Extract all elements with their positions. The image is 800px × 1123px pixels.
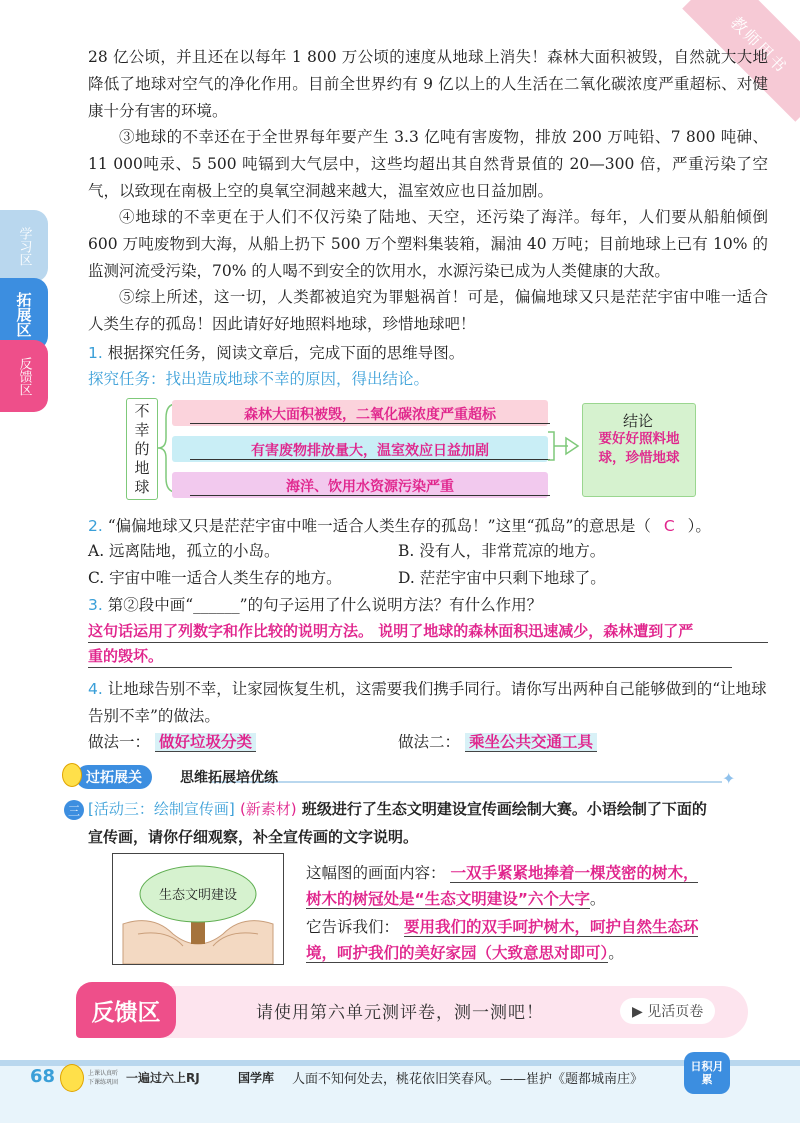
page-number: 68 bbox=[30, 1066, 56, 1087]
question-1-text: 根据探究任务，阅读文章后，完成下面的思维导图。 bbox=[107, 344, 465, 362]
footer-small-2: 下课练巩固 bbox=[88, 1079, 119, 1086]
activity-text-1: 班级进行了生态文明建设宣传画绘制大赛。小语绘制了下面的 bbox=[301, 800, 707, 818]
daily-accumulate-label: 日积月累 bbox=[690, 1060, 724, 1086]
poster-illustration bbox=[113, 854, 283, 964]
question-2-text-after: ）。 bbox=[687, 517, 711, 535]
question-4-method-2-label: 做法二： bbox=[398, 733, 461, 751]
question-2-option-b: B. 没有人，非常荒凉的地方。 bbox=[398, 542, 606, 560]
question-3-number: 3. bbox=[88, 596, 103, 614]
poster-content-label: 这幅图的画面内容： bbox=[306, 864, 446, 882]
poster-message-2 bbox=[306, 940, 726, 966]
feedback-title-badge bbox=[76, 982, 176, 1038]
question-4-method-1-answer: 做好垃圾分类 bbox=[155, 733, 256, 752]
section-title: 思维拓展培优练 bbox=[180, 770, 278, 786]
question-4-number: 4. bbox=[88, 680, 103, 698]
question-2-text-before: “偏偏地球又只是茫茫宇宙中唯一适合人类生存的孤岛！”这里“孤岛”的意思是（ bbox=[107, 517, 651, 535]
mindmap-left-char-2: 幸 bbox=[134, 420, 150, 439]
section-header bbox=[62, 763, 736, 789]
question-3-answer-line-2: 重的毁坏。 bbox=[88, 645, 732, 668]
section-divider bbox=[212, 781, 722, 783]
see-loose-leaf-label: ▶ 见活页卷 bbox=[632, 1004, 704, 1020]
mindmap-conclusion-title: 结论 bbox=[622, 412, 653, 430]
poster-content-answer-1: 一双手紧紧地捧着一棵茂密的树木， bbox=[450, 864, 699, 882]
poster-image bbox=[112, 853, 284, 965]
paragraph-4: ④地球的不幸更在于人们不仅污染了陆地、天空，还污染了海洋。每年，人们要从船舶倾倒 600 万吨废物到大海，从船上扔下 500 万个塑料集装箱，漏油 40 万吨；目前地球上已有 10% 的监测河流受污染，70% 的人喝不到安全的饮用水，水源污染已成为人类健康的大敌。 bbox=[88, 208, 768, 280]
feedback-text: 请使用第六单元测评卷，测一测吧！ bbox=[256, 1003, 544, 1023]
question-3 bbox=[88, 593, 542, 617]
paragraph-5: ⑤综上所述，这一切，人类都被追究为罪魁祸首！可是，偏偏地球又只是茫茫宇宙中唯一适合人类生存的孤岛！因此请好好地照料地球，珍惜地球吧！ bbox=[88, 288, 768, 333]
mindmap-left-char-4: 地 bbox=[134, 458, 150, 477]
question-2 bbox=[88, 514, 778, 538]
side-tab-study-label: 学习区 bbox=[16, 226, 32, 266]
paragraph-3: ③地球的不幸还在于全世界每年要产生 3.3 亿吨有害废物，排放 200 万吨铅、7 800 吨砷、11 000吨汞、5 500 吨镉到大气层中，这些均超出其自然背景值的 20—300 倍，严重污染了空气，以致现在南极上空的臭氧空洞越来越大，温室效应也日益加剧。 bbox=[88, 128, 768, 200]
poster-message bbox=[306, 914, 726, 940]
activity-text-2: 宣传画，请你仔细观察，补全宣传画的文字说明。 bbox=[88, 828, 419, 846]
question-2-number: 2. bbox=[88, 517, 103, 535]
activity-intro-1 bbox=[88, 797, 778, 821]
poster-content bbox=[306, 860, 726, 886]
mindmap-arrow bbox=[548, 426, 584, 466]
poster-content-2 bbox=[306, 886, 726, 912]
activity-tag-new: (新素材) bbox=[239, 800, 297, 818]
question-1 bbox=[88, 341, 464, 365]
mindmap-reason-2: 有害废物排放量大，温室效应日益加剧 bbox=[251, 443, 489, 459]
poster-content-period: 。 bbox=[589, 890, 606, 908]
question-3-text: 第②段中画“______”的句子运用了什么说明方法？有什么作用？ bbox=[107, 596, 543, 614]
poster-text: 生态文明建设 bbox=[158, 888, 237, 903]
corner-stamp-text: 教师用书 bbox=[727, 12, 792, 77]
feedback-title: 反馈区 bbox=[91, 999, 161, 1026]
mindmap-reason-3: 海洋、饮用水资源污染严重 bbox=[286, 479, 454, 495]
footer-small-1: 上课认真听 bbox=[88, 1070, 119, 1077]
side-tab-expand-label: 拓展区 bbox=[14, 291, 33, 337]
poster-content-answer-2: 树木的树冠处是“生态文明建设”六个大字 bbox=[306, 890, 590, 908]
section-badge bbox=[76, 765, 152, 789]
question-1-number: 1. bbox=[88, 344, 103, 362]
poster-message-period: 。 bbox=[608, 944, 624, 962]
paragraph-continued: 28 亿公顷，并且还在以每年 1 800 万公顷的速度从地球上消失！森林大面积被毁，自然就大大地降低了地球对空气的净化作用。目前全世界约有 9 亿以上的人生活在二氧化碳浓度严重超标、对健康十分有害的环境。 bbox=[88, 48, 768, 120]
footer-wave bbox=[0, 1060, 800, 1066]
question-4-method-1-label: 做法一： bbox=[88, 733, 151, 751]
mindmap-reason-1: 森林大面积被毁，二氧化碳浓度严重超标 bbox=[244, 407, 496, 423]
poster-message-label: 它告诉我们： bbox=[306, 918, 400, 936]
question-2-option-c: C. 宇宙中唯一适合人类生存的地方。 bbox=[88, 569, 342, 587]
question-2-option-a: A. 远离陆地，孤立的小岛。 bbox=[88, 542, 280, 560]
side-tab-feedback[interactable] bbox=[0, 340, 48, 412]
section-badge-label: 过拓展关 bbox=[86, 770, 142, 786]
footer-mascot-icon bbox=[60, 1064, 84, 1092]
side-tab-feedback-label: 反馈区 bbox=[16, 356, 32, 396]
question-2-answer: C bbox=[663, 517, 675, 535]
question-1-task: 探究任务：找出造成地球不幸的原因，得出结论。 bbox=[88, 370, 430, 388]
question-2-option-d: D. 茫茫宇宙中只剩下地球了。 bbox=[398, 569, 606, 587]
question-4-text: 让地球告别不幸，让家园恢复生机，这需要我们携手同行。请你写出两种自己能够做到的“让地球告别不幸”的做法。 bbox=[88, 680, 767, 725]
question-4 bbox=[88, 676, 768, 730]
activity-number-icon bbox=[64, 800, 84, 820]
mascot-icon bbox=[62, 763, 82, 787]
side-tab-study[interactable] bbox=[0, 210, 48, 282]
poster-message-answer-1: 要用我们的双手呵护树木，呵护自然生态环 bbox=[403, 918, 699, 936]
mindmap-left-box bbox=[126, 398, 158, 500]
question-4-method-2 bbox=[398, 730, 597, 754]
daily-accumulate-badge bbox=[684, 1052, 730, 1094]
activity-number: 三 bbox=[67, 803, 80, 818]
mindmap-left-char-3: 的 bbox=[134, 439, 150, 458]
mindmap-conclusion-text: 要好好照料地球，珍惜地球 bbox=[598, 431, 680, 466]
question-4-method-2-answer: 乘坐公共交通工具 bbox=[465, 733, 597, 752]
footer-brand: 一遍过六上RJ bbox=[126, 1071, 200, 1085]
see-loose-leaf-button[interactable] bbox=[620, 998, 715, 1024]
poster-message-answer-2: 境，呵护我们的美好家园（大致意思对即可） bbox=[306, 944, 609, 962]
footer-library: 国学库 bbox=[238, 1071, 275, 1085]
question-4-method-1 bbox=[88, 730, 256, 754]
question-3-answer-line-1: 这句话运用了列数字和作比较的说明方法。 说明了地球的森林面积迅速减少，森林遭到了严 bbox=[88, 620, 768, 643]
activity-tag: [活动三：绘制宣传画] bbox=[88, 800, 235, 818]
mindmap-left-char-5: 球 bbox=[134, 477, 150, 496]
star-icon: ✦ bbox=[722, 769, 736, 788]
footer-quote: 人面不知何处去，桃花依旧笑春风。——崔护《题都城南庄》 bbox=[292, 1072, 644, 1087]
mindmap-left-char-1: 不 bbox=[134, 401, 150, 420]
